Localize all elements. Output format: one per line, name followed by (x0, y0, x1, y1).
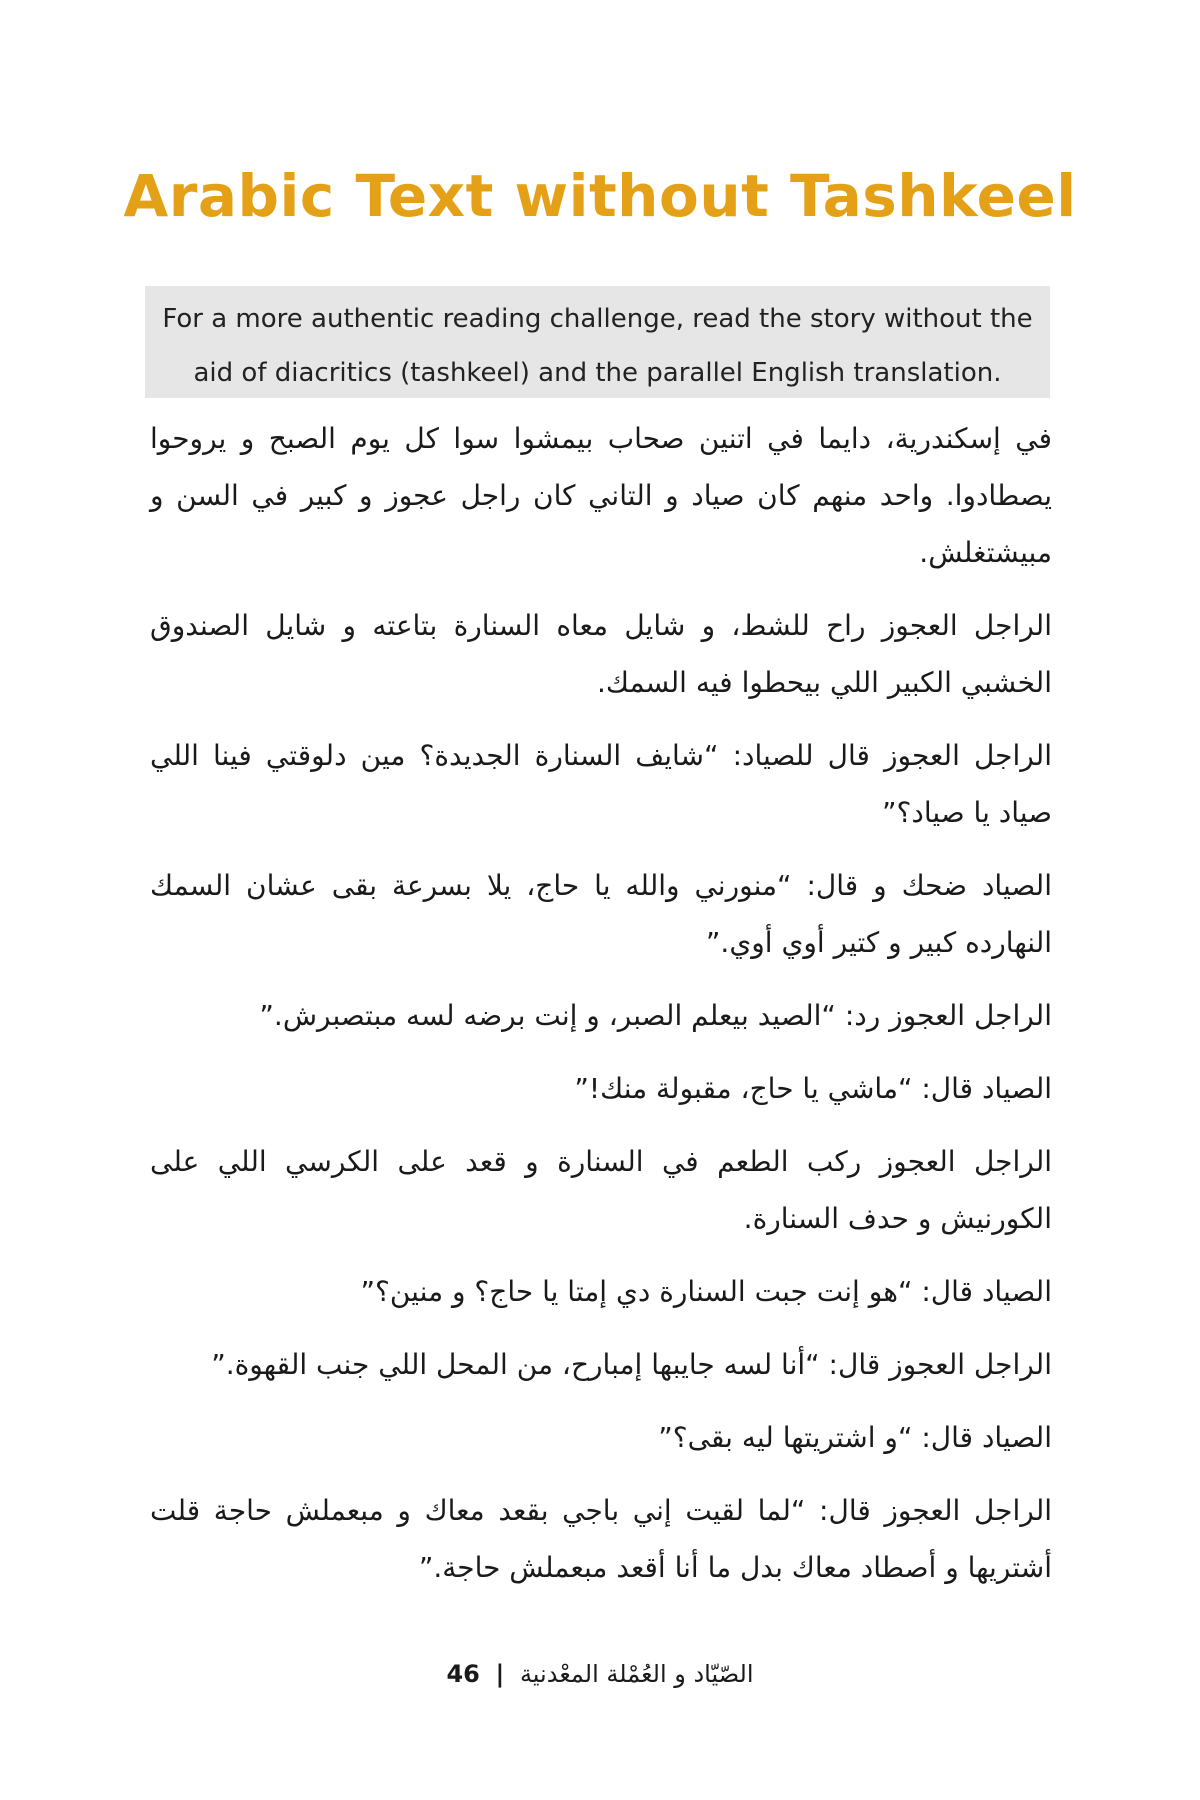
story-paragraph: في إسكندرية، دايما في اتنين صحاب بيمشوا سوا كل يوم الصبح و يروحوا يصطادوا. واحد منهم كان صياد و التاني كان راجل عجوز و كبير في السن و مبيشتغلش. (150, 422, 1052, 569)
intro-line-1: For a more authentic reading challenge, read the story without the (162, 304, 1033, 334)
story-text (150, 410, 1052, 1612)
intro-line-2: aid of diacritics (tashkeel) and the parallel English translation. (193, 358, 1002, 388)
story-paragraph: الراجل العجوز راح للشط، و شايل معاه السنارة بتاعته و شايل الصندوق الخشبي الكبير اللي بيحطوا فيه السمك. (150, 609, 1052, 699)
page-footer (0, 1660, 1200, 1688)
intro-note-box (145, 286, 1050, 398)
story-paragraph: الراجل العجوز رد: “الصيد بيعلم الصبر، و إنت برضه لسه مبتصبرش.” (259, 999, 1052, 1032)
story-paragraph: الراجل العجوز قال: “لما لقيت إني باجي بقعد معاك و مبعملش حاجة قلت أشتريها و أصطاد معاك بدل ما أنا أقعد مبعملش حاجة.” (150, 1494, 1052, 1584)
footer-book-title: الصّيّاد و العُمْلة المعْدنية (519, 1660, 754, 1688)
page-number: 46 (446, 1660, 480, 1688)
page-title: Arabic Text without Tashkeel (123, 162, 1077, 230)
story-paragraph: الراجل العجوز قال للصياد: “شايف السنارة الجديدة؟ مين دلوقتي فينا اللي صياد يا صياد؟” (150, 739, 1052, 829)
story-paragraph: الصياد ضحك و قال: “منورني والله يا حاج، يلا بسرعة بقى عشان السمك النهارده كبير و كتير أوي أوي.” (150, 869, 1052, 959)
story-paragraph: الصياد قال: “هو إنت جبت السنارة دي إمتا يا حاج؟ و منين؟” (360, 1275, 1052, 1308)
story-paragraph: الراجل العجوز ركب الطعم في السنارة و قعد على الكرسي اللي على الكورنيش و حدف السنارة. (150, 1145, 1052, 1235)
story-paragraph: الصياد قال: “و اشتريتها ليه بقى؟” (658, 1421, 1052, 1454)
footer-separator: | (495, 1660, 505, 1688)
story-paragraph: الراجل العجوز قال: “أنا لسه جايبها إمبارح، من المحل اللي جنب القهوة.” (211, 1348, 1052, 1381)
story-paragraph: الصياد قال: “ماشي يا حاج، مقبولة منك!” (574, 1072, 1052, 1105)
